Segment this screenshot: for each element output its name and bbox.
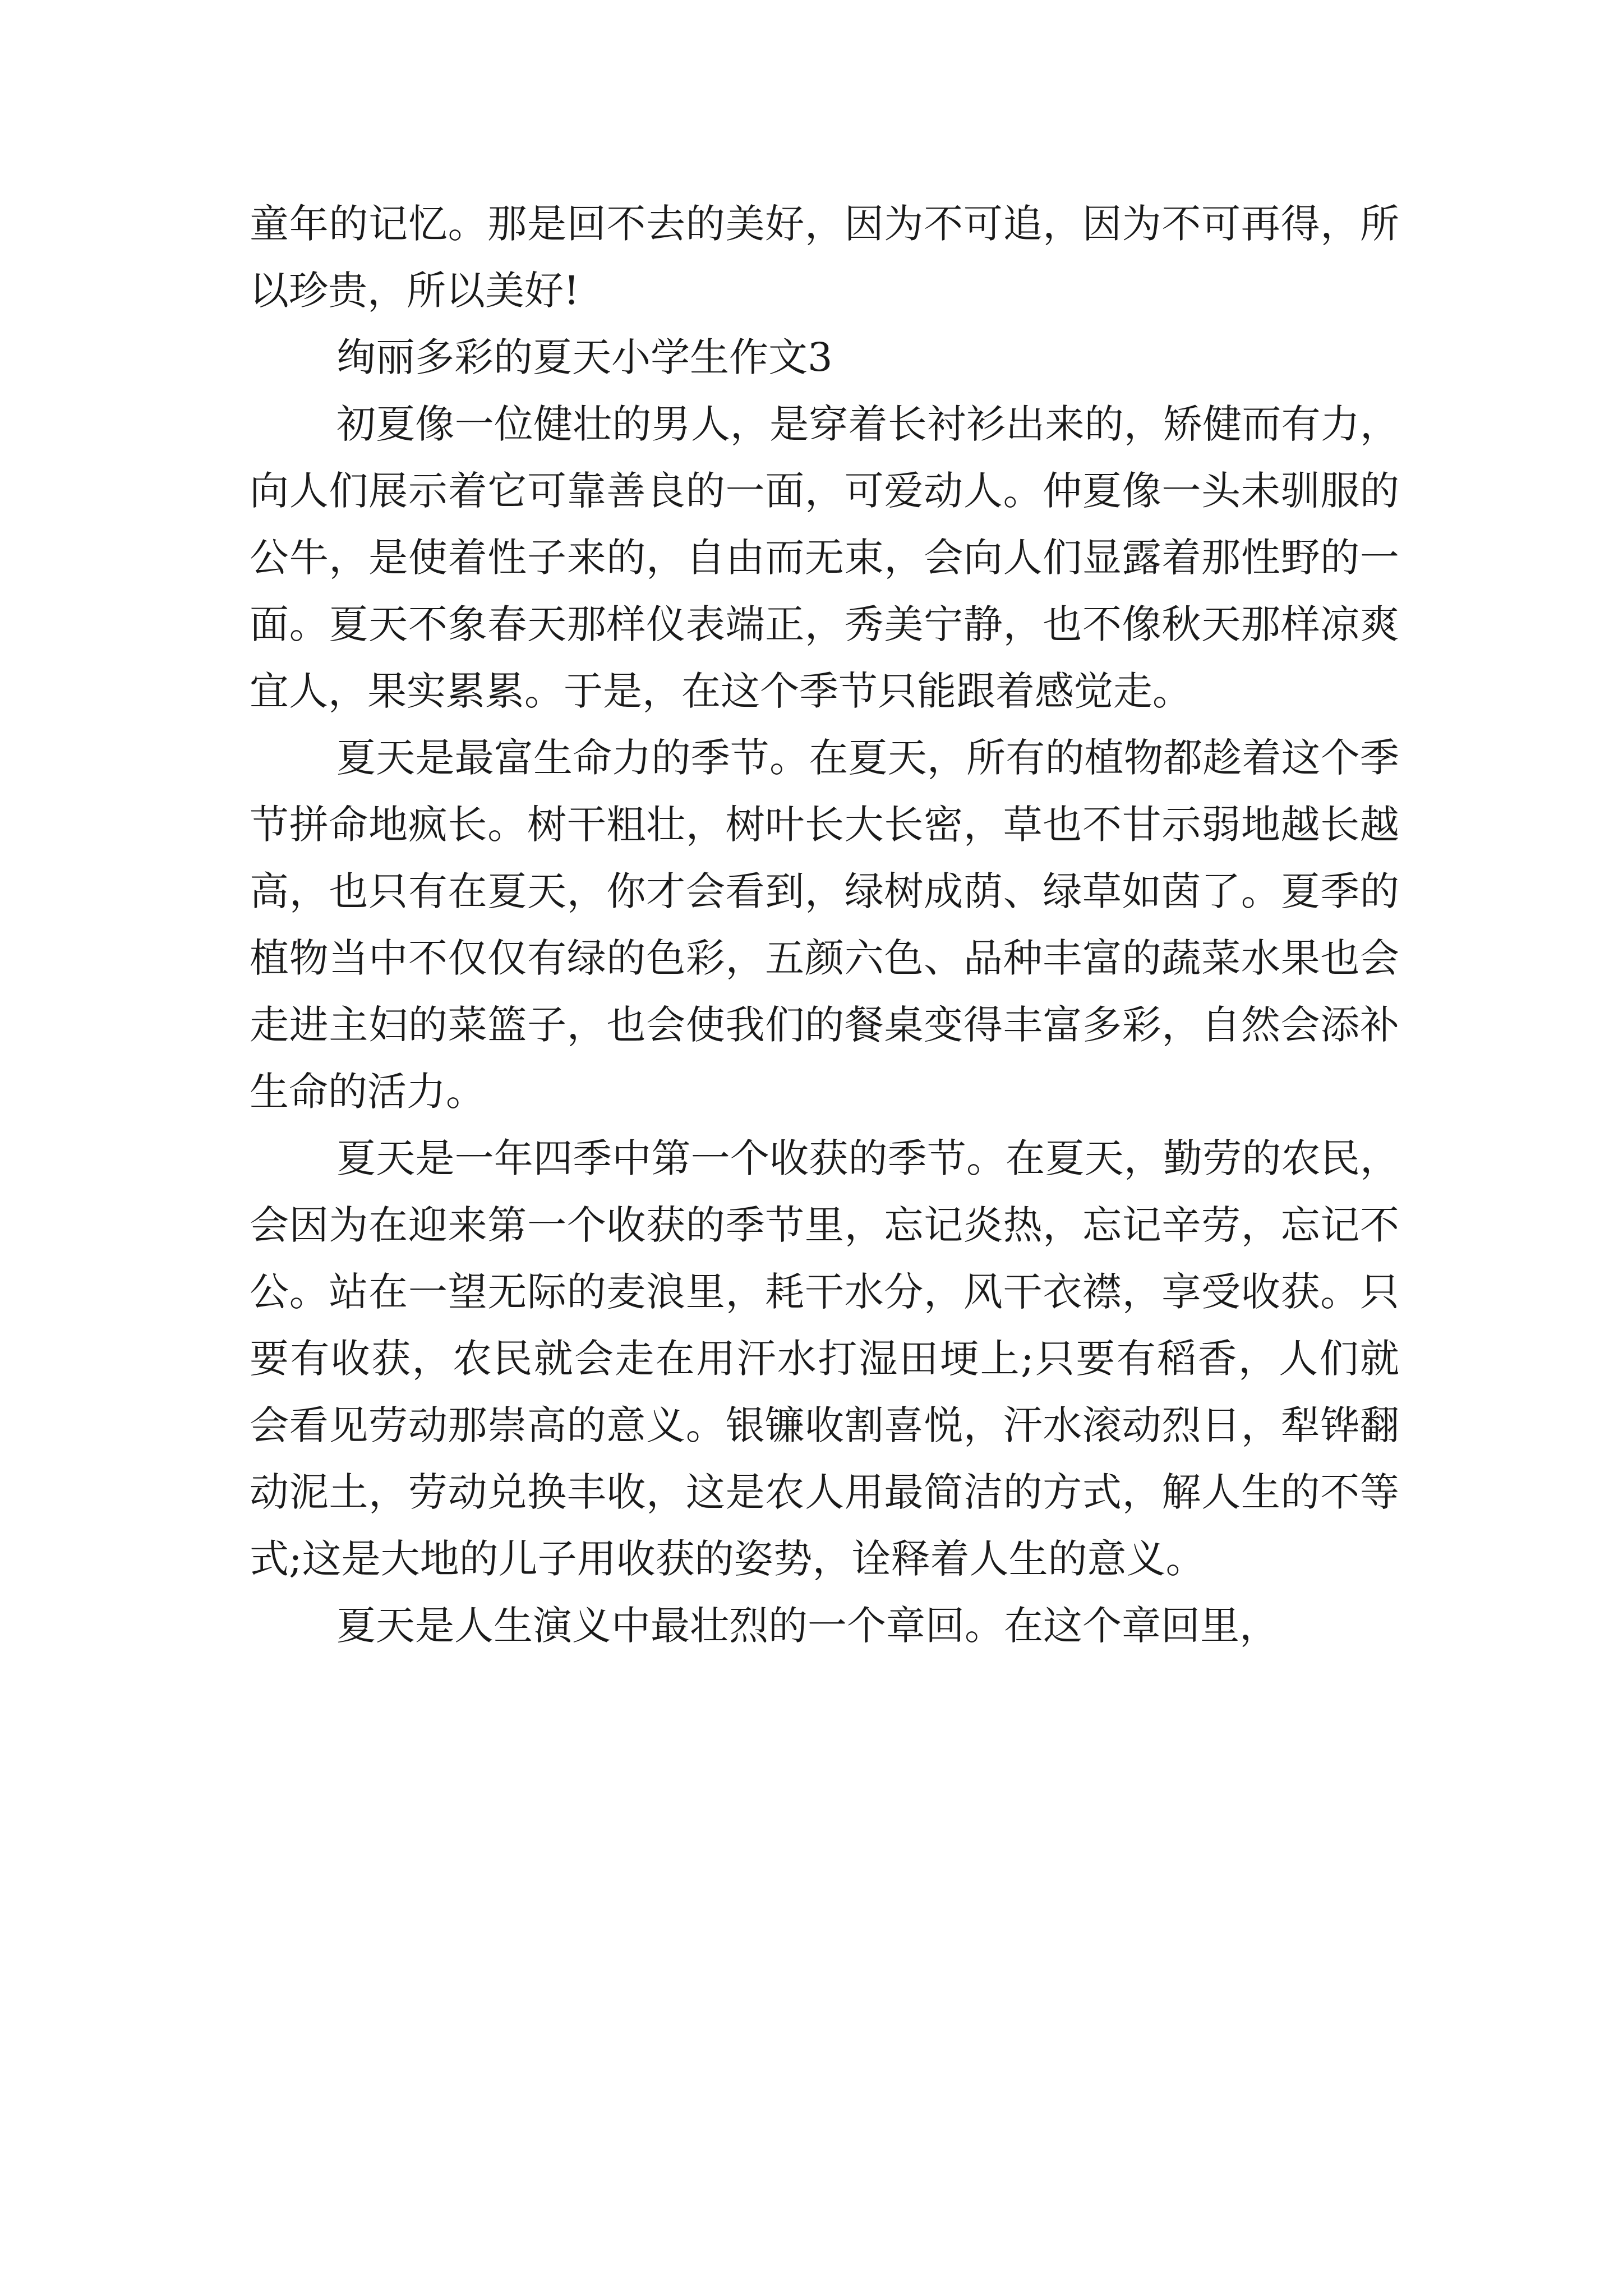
- essay-heading: 绚丽多彩的夏天小学生作文3: [336, 334, 833, 380]
- paragraph-early-summer: 初夏像一位健壮的男人，是穿着长衬衫出来的，矫健而有力，向人们展示着它可靠善良的一面，可爱动人。仲夏像一头未驯服的公牛，是使着性子来的，自由而无束，会向人们显露着那性野的一面。夏天不象春天那样仪表端正，秀美宁静，也不像秋天那样凉爽宜人，果实累累。于是，在这个季节只能跟着感觉走。: [250, 401, 1399, 714]
- paragraph-vitality: 夏天是最富生命力的季节。在夏天，所有的植物都趁着这个季节拼命地疯长。树干粗壮，树叶长大长密，草也不甘示弱地越长越高，也只有在夏天，你才会看到，绿树成荫、绿草如茵了。夏季的植物当中不仅仅有绿的色彩，五颜六色、品种丰富的蔬菜水果也会走进主妇的菜篮子，也会使我们的餐桌变得丰富多彩，自然会添补生命的活力。: [250, 735, 1399, 1115]
- paragraph-harvest: 夏天是一年四季中第一个收获的季节。在夏天，勤劳的农民，会因为在迎来第一个收获的季节里，忘记炎热，忘记辛劳，忘记不公。站在一望无际的麦浪里，耗干水分，风干衣襟，享受收获。只要有收获，农民就会走在用汗水打湿田埂上;只要有稻香，人们就会看见劳动那崇高的意义。银镰收割喜悦，汗水滚动烈日，犁铧翻动泥土，劳动兑换丰收，这是农人用最简洁的方式，解人生的不等式;这是大地的儿子用收获的姿势，诠释着人生的意义。: [250, 1135, 1399, 1582]
- document-body: [250, 191, 1399, 1659]
- paragraph-chapter: 夏天是人生演义中最壮烈的一个章回。在这个章回里，: [336, 1603, 1279, 1649]
- paragraph-continuation: 童年的记忆。那是回不去的美好，因为不可追，因为不可再得，所以珍贵，所以美好!: [250, 201, 1399, 314]
